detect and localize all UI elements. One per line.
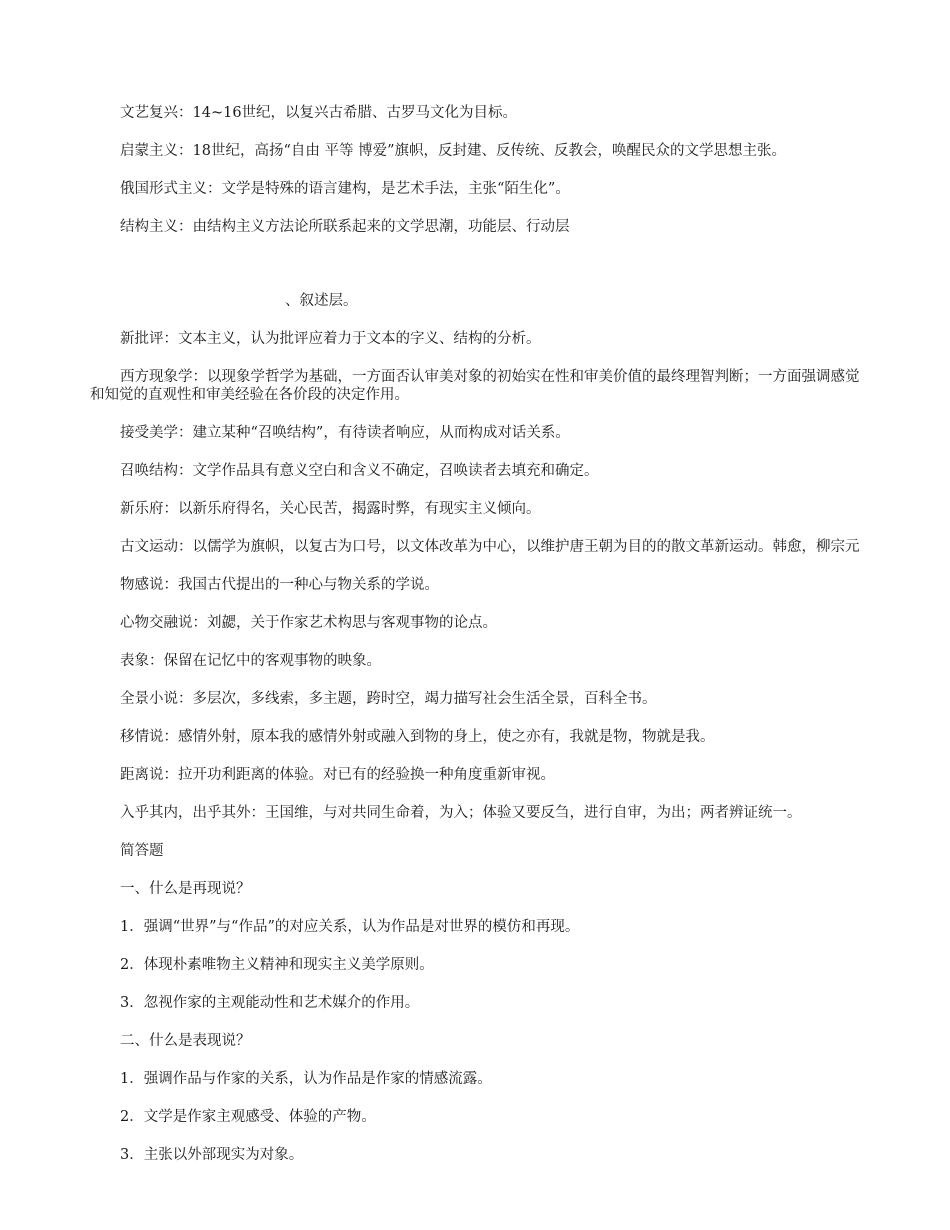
answer-item-5: 2．文学是作家主观感受、体验的产物。 (120, 1109, 376, 1125)
paragraph-classical-prose-movement: 古文运动：以儒学为旗帜，以复古为口号，以文体改革为中心，以维护唐王朝为目的的散文革新运动。韩愈，柳宗元 (120, 539, 860, 555)
paragraph-structuralism-continued: 、叙述层。 (285, 293, 358, 309)
answer-item-2: 2．体现朴素唯物主义精神和现实主义美学原则。 (120, 957, 434, 973)
paragraph-structuralism: 结构主义：由结构主义方法论所联系起来的文学思潮，功能层、行动层 (120, 219, 570, 235)
paragraph-russian-formalism: 俄国形式主义：文学是特殊的语言建构，是艺术手法，主张“陌生化”。 (120, 181, 570, 197)
question-heading-expression: 二、什么是表现说？ (120, 1033, 251, 1049)
paragraph-reception-aesthetics: 接受美学：建立某种“召唤结构”，有待读者响应，从而构成对话关系。 (120, 425, 570, 441)
paragraph-representation-image: 表象：保留在记忆中的客观事物的映象。 (120, 653, 381, 669)
document-body (90, 104, 865, 1164)
paragraph-wu-gan-theory: 物感说：我国古代提出的一种心与物关系的学说。 (120, 577, 439, 593)
paragraph-distance-theory: 距离说：拉开功利距离的体验。对已有的经验换一种角度重新审视。 (120, 767, 555, 783)
paragraph-panoramic-novel: 全景小说：多层次，多线索，多主题，跨时空，竭力描写社会生活全景，百科全书。 (120, 691, 657, 707)
paragraph-mind-object-fusion: 心物交融说：刘勰，关于作家艺术构思与客观事物的论点。 (120, 615, 497, 631)
section-heading-short-answer: 简答题 (120, 843, 164, 859)
answer-item-4: 1．强调作品与作家的关系，认为作品是作家的情感流露。 (120, 1071, 492, 1087)
answer-item-6: 3．主张以外部现实为对象。 (120, 1147, 304, 1163)
paragraph-empathy-theory: 移情说：感情外射，原本我的感情外射或融入到物的身上，使之亦有，我就是物，物就是我。 (120, 729, 715, 745)
paragraph-inside-outside: 入乎其内，出乎其外：王国维，与对共同生命着，为入；体验又要反刍，进行自审，为出；两者辨证统一。 (120, 805, 802, 821)
paragraph-enlightenment: 启蒙主义：18世纪，高扬“自由 平等 博爱”旗帜，反封建、反传统、反教会，唤醒民众的文学思想主张。 (120, 143, 786, 159)
paragraph-renaissance: 文艺复兴：14~16世纪，以复兴古希腊、古罗马文化为目标。 (120, 105, 518, 121)
paragraph-new-yuefu: 新乐府：以新乐府得名，关心民苦，揭露时弊，有现实主义倾向。 (120, 501, 541, 517)
answer-item-3: 3．忽视作家的主观能动性和艺术媒介的作用。 (120, 995, 420, 1011)
answer-item-1: 1．强调“世界”与“作品”的对应关系，认为作品是对世界的模仿和再现。 (120, 919, 580, 935)
paragraph-phenomenology: 西方现象学：以现象学哲学为基础，一方面否认审美对象的初始实在性和审美价值的最终理智判断；一方面强调感觉和知觉的直观性和审美经验在各价段的决定作用。 (90, 369, 860, 403)
paragraph-appeal-structure: 召唤结构：文学作品具有意义空白和含义不确定，召唤读者去填充和确定。 (120, 463, 599, 479)
paragraph-new-criticism: 新批评：文本主义，认为批评应着力于文本的字义、结构的分析。 (120, 331, 541, 347)
question-heading-mimesis: 一、什么是再现说？ (120, 881, 251, 897)
